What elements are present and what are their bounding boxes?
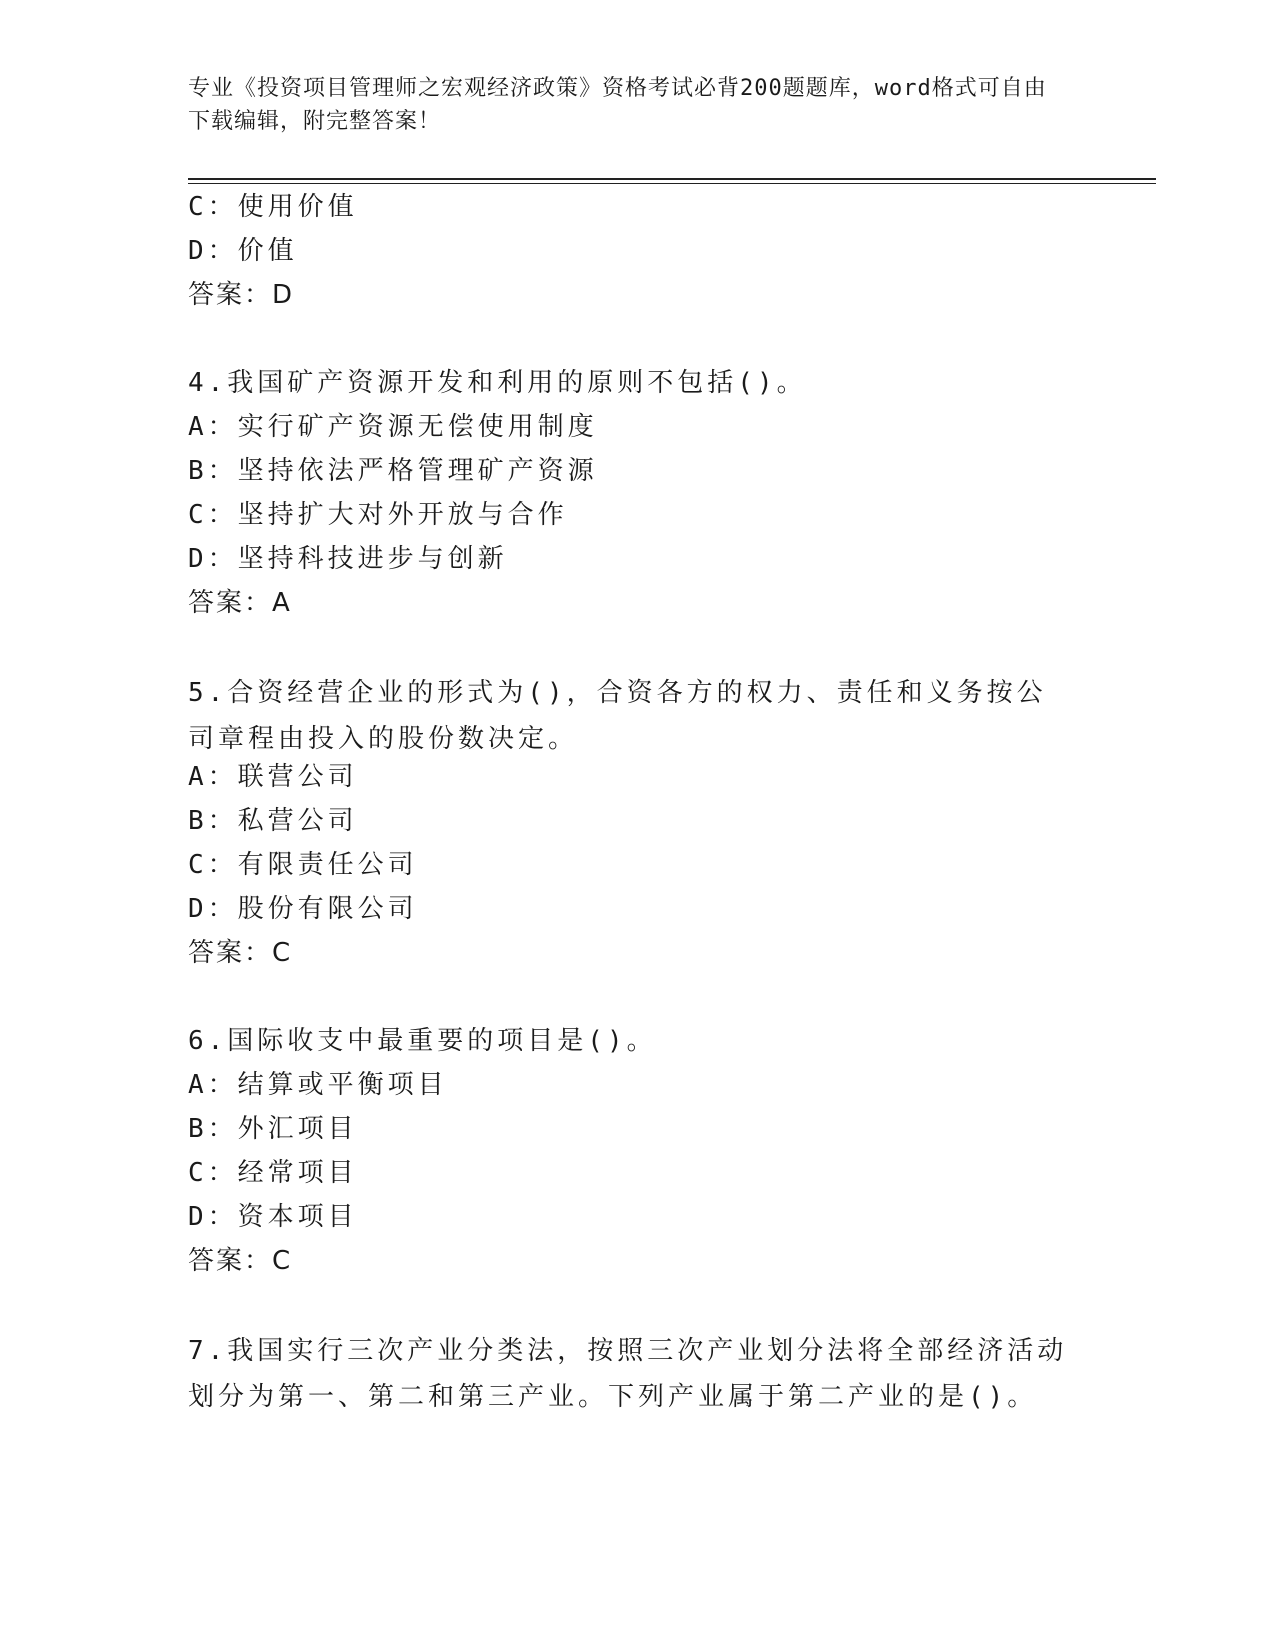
document-header: 专业《投资项目管理师之宏观经济政策》资格考试必背200题题库，word格式可自由下载编辑，附完整答案！ [188,76,1047,134]
q6-option-a: A：结算或平衡项目 [188,1070,448,1100]
q6-option-d: D：资本项目 [188,1202,358,1232]
q4-option-b: B：坚持依法严格管理矿产资源 [188,456,598,486]
q4-option-a: A：实行矿产资源无偿使用制度 [188,412,598,442]
q6-stem: 6.国际收支中最重要的项目是()。 [188,1026,657,1056]
q5-option-b: B：私营公司 [188,806,358,836]
q5-stem: 5.合资经营企业的形式为()，合资各方的权力、责任和义务按公司章程由投入的股份数决定。 [188,678,1047,754]
q6-option-c: C：经常项目 [188,1158,358,1188]
q6-option-b: B：外汇项目 [188,1114,358,1144]
q3-answer: 答案：D [188,280,295,310]
q5-answer: 答案：C [188,938,293,968]
q4-option-d: D：坚持科技进步与创新 [188,544,508,574]
q5-option-d: D：股份有限公司 [188,894,418,924]
q5-option-a: A：联营公司 [188,762,358,792]
q3-option-d: D：价值 [188,236,298,266]
header-divider-bottom [188,183,1156,184]
q7-stem: 7.我国实行三次产业分类法，按照三次产业划分法将全部经济活动划分为第一、第二和第三产业。下列产业属于第二产业的是()。 [188,1336,1068,1412]
q3-option-c: C：使用价值 [188,192,358,222]
q4-option-c: C：坚持扩大对外开放与合作 [188,500,568,530]
q4-answer: 答案：A [188,588,292,618]
q4-stem: 4.我国矿产资源开发和利用的原则不包括()。 [188,368,807,398]
header-divider-top [188,178,1156,180]
q6-answer: 答案：C [188,1246,293,1276]
q5-option-c: C：有限责任公司 [188,850,418,880]
